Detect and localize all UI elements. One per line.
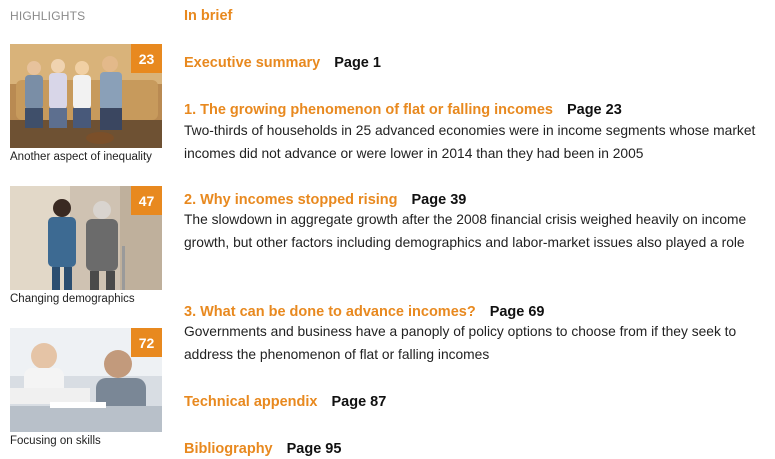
table-of-contents (184, 0, 774, 459)
highlight-card-family[interactable] (10, 44, 162, 163)
toc-entry-chapter-2[interactable] (184, 191, 466, 209)
toc-title[interactable]: 1. The growing phenomenon of flat or falling incomes (184, 102, 553, 118)
highlights-label: HIGHLIGHTS (10, 9, 86, 23)
page-badge: 47 (131, 186, 162, 215)
toc-entry-in-brief[interactable] (184, 7, 232, 25)
family-photo (10, 44, 162, 148)
toc-entry-chapter-1[interactable] (184, 101, 622, 119)
toc-entry-chapter-3[interactable] (184, 303, 545, 321)
toc-entry-bibliography[interactable] (184, 440, 341, 458)
card-caption: Focusing on skills (10, 435, 101, 447)
toc-entry-technical-appendix[interactable] (184, 393, 386, 411)
toc-title[interactable]: Executive summary (184, 55, 321, 71)
demographics-photo (10, 186, 162, 290)
card-caption: Another aspect of inequality (10, 151, 152, 163)
toc-page-number: Page 1 (334, 55, 381, 71)
page-badge: 72 (131, 328, 162, 357)
skills-photo (10, 328, 162, 432)
toc-entry-executive-summary[interactable] (184, 54, 381, 72)
highlight-card-skills[interactable] (10, 328, 162, 447)
toc-description: Two-thirds of households in 25 advanced economies were in income segments whose market incomes did not advance or were lower in 2014 than they had been in 2005 (184, 123, 756, 161)
toc-description: Governments and business have a panoply of policy options to choose from if they seek to address the phenomenon of flat or falling incomes (184, 324, 737, 362)
card-caption: Changing demographics (10, 293, 135, 305)
toc-page-number: Page 39 (411, 192, 467, 208)
toc-title[interactable]: In brief (184, 8, 233, 24)
toc-title[interactable]: 2. Why incomes stopped rising (184, 192, 398, 208)
page-badge: 23 (131, 44, 162, 73)
toc-title[interactable]: Technical appendix (184, 394, 318, 410)
highlight-card-demographics[interactable] (10, 186, 162, 305)
toc-title[interactable]: 3. What can be done to advance incomes? (184, 304, 476, 320)
toc-description: The slowdown in aggregate growth after the 2008 financial crisis weighed heavily on income growth, but other factors including demographics and labor-market issues also played a role (184, 212, 747, 250)
toc-page-number: Page 95 (286, 441, 342, 457)
toc-page-number: Page 87 (331, 394, 387, 410)
toc-title[interactable]: Bibliography (184, 441, 273, 457)
toc-page-number: Page 23 (566, 102, 622, 118)
toc-page-number: Page 69 (489, 304, 545, 320)
